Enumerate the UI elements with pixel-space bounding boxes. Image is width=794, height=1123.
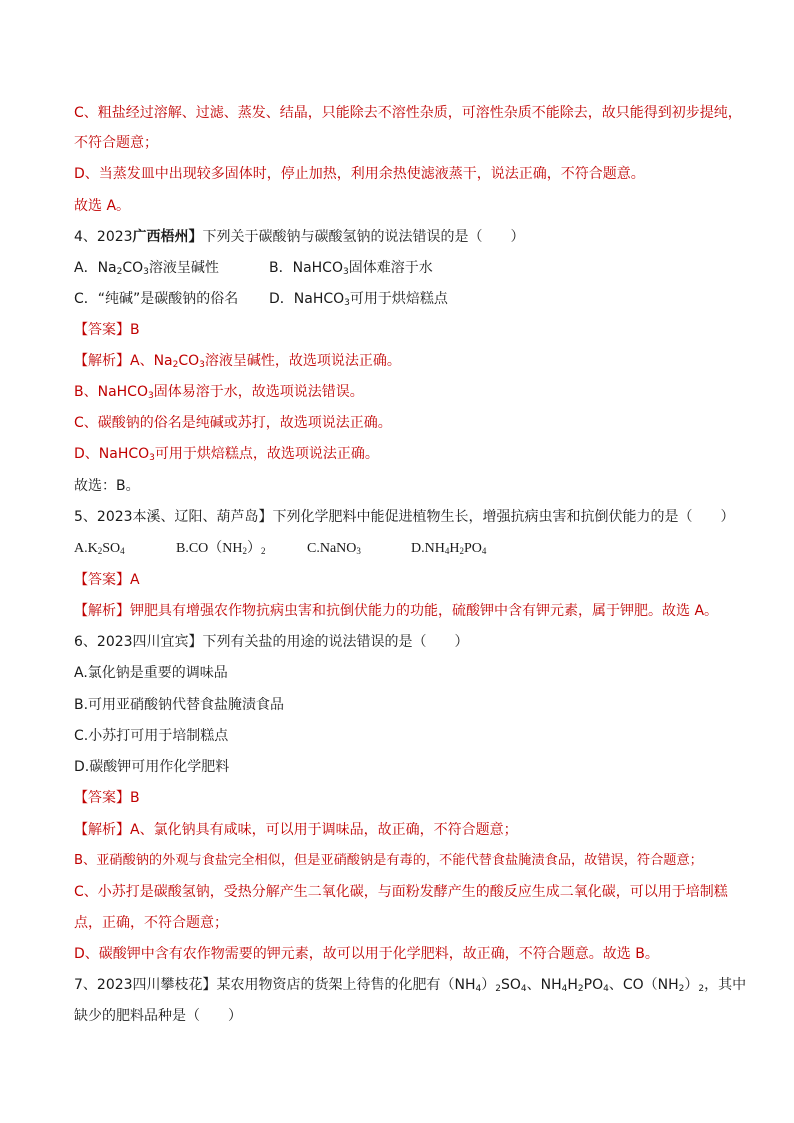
option-b: $B.CO(NH_2)_2$	[176, 541, 266, 556]
question-source: 本溪、辽阳、葫芦岛】	[132, 509, 273, 525]
question-text: 下列有关盐的用途的说法错误的是（ ）	[202, 634, 469, 650]
analysis-line-d: D、当蒸发皿中出现较多固体时，停止加热，利用余热使滤液蒸干，说法正确，不符合题意。	[74, 166, 645, 182]
option-b: B．NaHCO$_3$固体难溶于水	[269, 260, 433, 277]
answer-q4: 【答案】B	[74, 322, 140, 338]
question-text: 下列化学肥料中能促进植物生长，增强抗病虫害和抗倒伏能力的是（ ）	[272, 509, 735, 525]
analysis-line-c-cont: 不符合题意；	[74, 135, 158, 151]
option-d: D.碳酸钾可用作化学肥料	[74, 759, 230, 775]
question-5-options	[74, 539, 734, 559]
answer-q5: 【答案】A	[74, 572, 140, 588]
option-c: C.NaNO$_3$	[307, 541, 361, 556]
analysis-q4-c: C、碳酸钠的俗名是纯碱或苏打，故选项说法正确。	[74, 415, 392, 431]
option-a: $A.K_2SO_4$	[74, 541, 125, 556]
conclusion-q3: 故选 A。	[74, 198, 131, 214]
conclusion-q4: 故选：B。	[74, 478, 140, 494]
analysis-q4-d: D、NaHCO$_3$可用于烘焙糕点，故选项说法正确。	[74, 446, 379, 463]
question-7-stem	[74, 975, 747, 995]
analysis-q5: 【解析】钾肥具有增强农作物抗病虫害和抗倒伏能力的功能，硫酸钾中含有钾元素，属于钾肥。故选 A。	[74, 603, 719, 619]
question-5-stem	[74, 507, 734, 527]
question-6-stem	[74, 632, 734, 652]
analysis-q6-b: B、亚硝酸钠的外观与食盐完全相似，但是亚硝酸钠是有毒的，不能代替食盐腌渍食品，故错误，符合题意；	[74, 853, 703, 868]
question-number: 7、2023	[74, 977, 133, 993]
question-4-stem	[74, 227, 734, 247]
option-a: A.氯化钠是重要的调味品	[74, 665, 228, 681]
analysis-q4-b: B、NaHCO$_3$固体易溶于水，故选项说法错误。	[74, 384, 364, 401]
option-d: $D.NH_4H_2PO_4$	[411, 541, 487, 556]
option-c: C．“纯碱”是碳酸钠的俗名	[74, 291, 239, 307]
analysis-q6-c-cont: 点，正确，不符合题意；	[74, 915, 228, 931]
question-4-options-row-1	[74, 258, 734, 278]
question-number: 4、2023	[74, 229, 133, 245]
analysis-q4-a: 【解析】A、$Na_2CO_3$溶液呈碱性，故选项说法正确。	[74, 353, 401, 370]
question-source: 四川宜宾】	[132, 634, 203, 650]
option-d: D．NaHCO$_3$可用于烘焙糕点	[269, 291, 448, 308]
answer-q6: 【答案】B	[74, 790, 140, 806]
question-source: 广西梧州】	[132, 229, 203, 245]
analysis-q6-d: D、碳酸钾中含有农作物需要的钾元素，故可以用于化学肥料，故正确，不符合题意。故选 B。	[74, 946, 659, 962]
question-number: 6、2023	[74, 634, 133, 650]
question-4-options-row-2	[74, 289, 734, 309]
option-b: B.可用亚硝酸钠代替食盐腌渍食品	[74, 697, 285, 713]
question-text: 某农用物资店的货架上待售的化肥有$(NH_4)_2SO_4$、$NH_4H_2PO_4$、$CO(NH_2)_2$，其中	[216, 977, 747, 994]
question-text: 下列关于碳酸钠与碳酸氢钠的说法错误的是（ ）	[202, 229, 525, 245]
analysis-q6-a: 【解析】A、氯化钠具有咸味，可以用于调味品，故正确，不符合题意；	[74, 822, 518, 838]
analysis-q6-c: C、小苏打是碳酸氢钠，受热分解产生二氧化碳，与面粉发酵产生的酸反应生成二氧化碳，可以用于培制糕	[74, 884, 728, 900]
question-7-stem-cont: 缺少的肥料品种是（ ）	[74, 1008, 242, 1024]
question-number: 5、2023	[74, 509, 133, 525]
analysis-line-c: C、粗盐经过溶解、过滤、蒸发、结晶，只能除去不溶性杂质，可溶性杂质不能除去，故只能得到初步提纯，	[74, 105, 742, 121]
option-a: A．$Na_2CO_3$溶液呈碱性	[74, 260, 219, 277]
option-c: C.小苏打可用于培制糕点	[74, 728, 229, 744]
question-source: 四川攀枝花】	[132, 977, 217, 993]
